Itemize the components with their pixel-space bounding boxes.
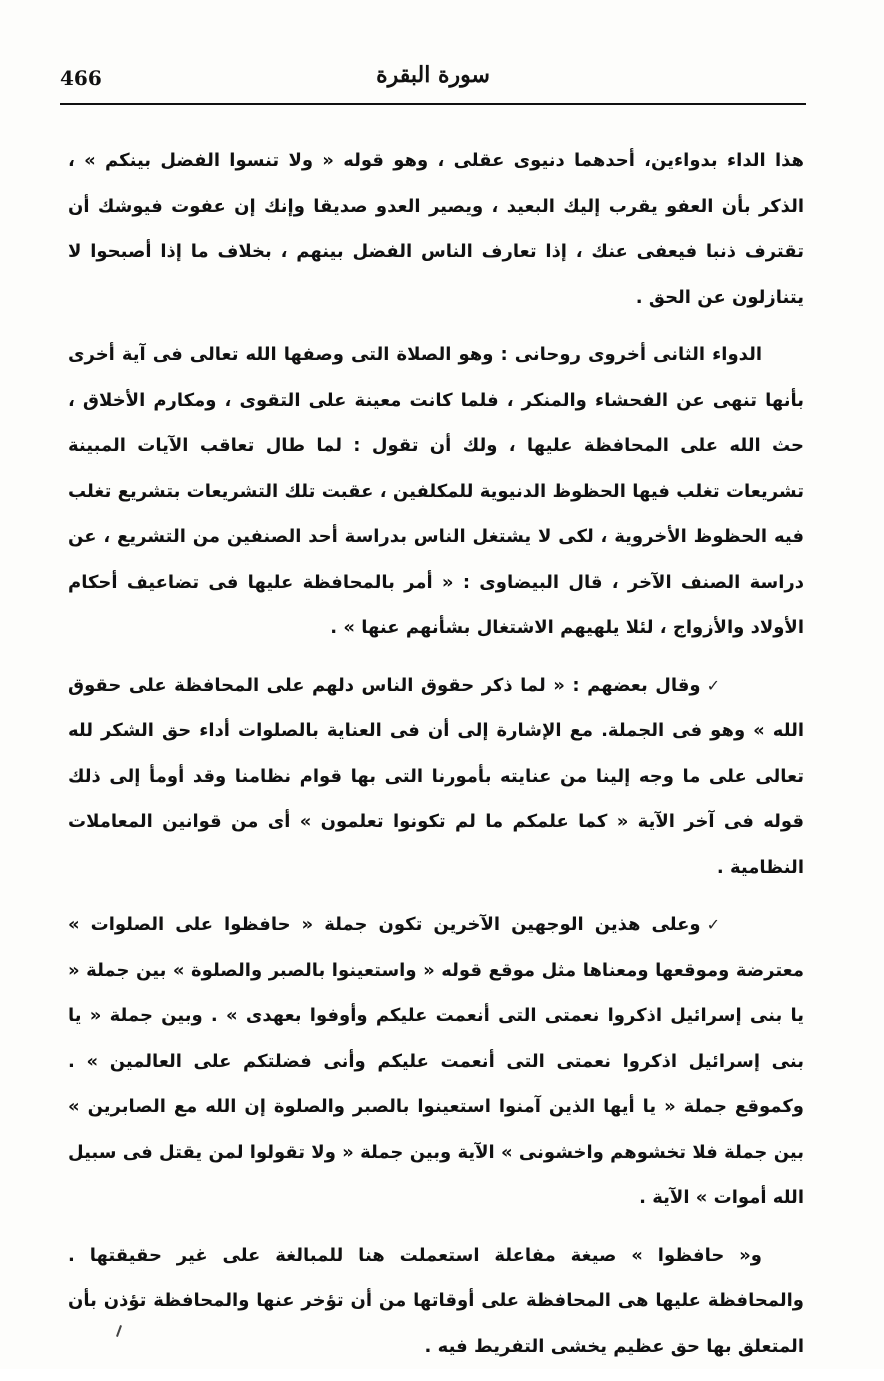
- paragraph: [68, 663, 804, 891]
- header-divider: [60, 103, 806, 105]
- paragraph: [68, 1233, 804, 1370]
- paragraph-text: وعلى هذين الوجهين الآخرين تكون جملة « حافظوا على الصلوات » معترضة وموقعها ومعناها مثل موقع قوله « واستعينوا بالصبر والصلوة » بين جملة « يا بنى إسرائيل اذكروا نعمتى التى أنعمت عليكم وأوفوا بعهدى » . وبين جملة « يا بنى إسرائيل اذكروا نعمتى التى أنعمت عليكم وأنى فضلتكم على العالمين » . وكموقع جملة « يا أيها الذين آمنوا استعينوا بالصبر والصلوة إن الله مع الصابرين » بين جملة فلا تخشوهم واخشونى » الآية وبين جملة « ولا تقولوا لمن يقتل فى سبيل الله أموات » الآية .: [68, 914, 804, 1208]
- paragraph-text: الدواء الثانى أخروى روحانى : وهو الصلاة التى وصفها الله تعالى فى آية أخرى بأنها تنهى عن الفحشاء والمنكر ، فلما كانت معينة على التقوى ، ومكارم الأخلاق ، حث الله على المحافظة عليها ، ولك أن تقول : لما طال تعاقب الآيات المبينة تشريعات تغلب فيها الحظوظ الدنيوية للمكلفين ، عقبت تلك التشريعات بتشريع تغلب فيه الحظوظ الأخروية ، لكى لا يشتغل الناس بدراسة أحد الصنفين من التشريع ، عن دراسة الصنف الآخر ، قال البيضاوى : « أمر بالمحافظة عليها فى تضاعيف أحكام الأولاد والأزواج ، لئلا يلهيهم الاشتغال بشأنهم عنها » .: [68, 344, 804, 638]
- check-mark-icon: ✓: [706, 915, 720, 934]
- paragraph: [68, 902, 804, 1221]
- paragraph-text: هذا الداء بدواءين، أحدهما دنيوى عقلى ، وهو قوله « ولا تنسوا الفضل بينكم » ، الذكر بأن العفو يقرب إليك البعيد ، ويصير العدو صديقا وإنك إن عفوت فيوشك أن تقترف ذنبا فيعفى عنك ، إذا تعارف الناس الفضل بينهم ، بخلاف ما إذا أصبحوا لا يتنازلون عن الحق .: [68, 150, 804, 308]
- page-header: [60, 58, 806, 102]
- check-mark-icon: ✓: [706, 675, 720, 695]
- page-body: [68, 138, 804, 1381]
- paragraph-text: وقال بعضهم : « لما ذكر حقوق الناس دلهم على المحافظة على حقوق الله » وهو فى الجملة. مع الإشارة إلى أن فى العناية بالصلوات أداء حق الشكر لله تعالى على ما وجه إلينا من عنايته بأمورنا التى بها قوام نظامنا وقد أومأ إلى ذلك قوله فى آخر الآية « كما علمكم ما لم تكونوا تعلمون » أى من قوانين المعاملات النظامية .: [68, 674, 804, 878]
- page-number: 466: [60, 66, 102, 90]
- paragraph: [68, 138, 804, 320]
- paragraph-text: و« حافظوا » صيغة مفاعلة استعملت هنا للمبالغة على غير حقيقتها . والمحافظة عليها هى المحافظة على أوقاتها من أن تؤخر عنها والمحافظة تؤذن بأن المتعلق بها حق عظيم يخشى التفريط فيه .: [68, 1244, 804, 1357]
- paragraph: [68, 332, 804, 651]
- running-title: سورة البقرة: [376, 62, 490, 88]
